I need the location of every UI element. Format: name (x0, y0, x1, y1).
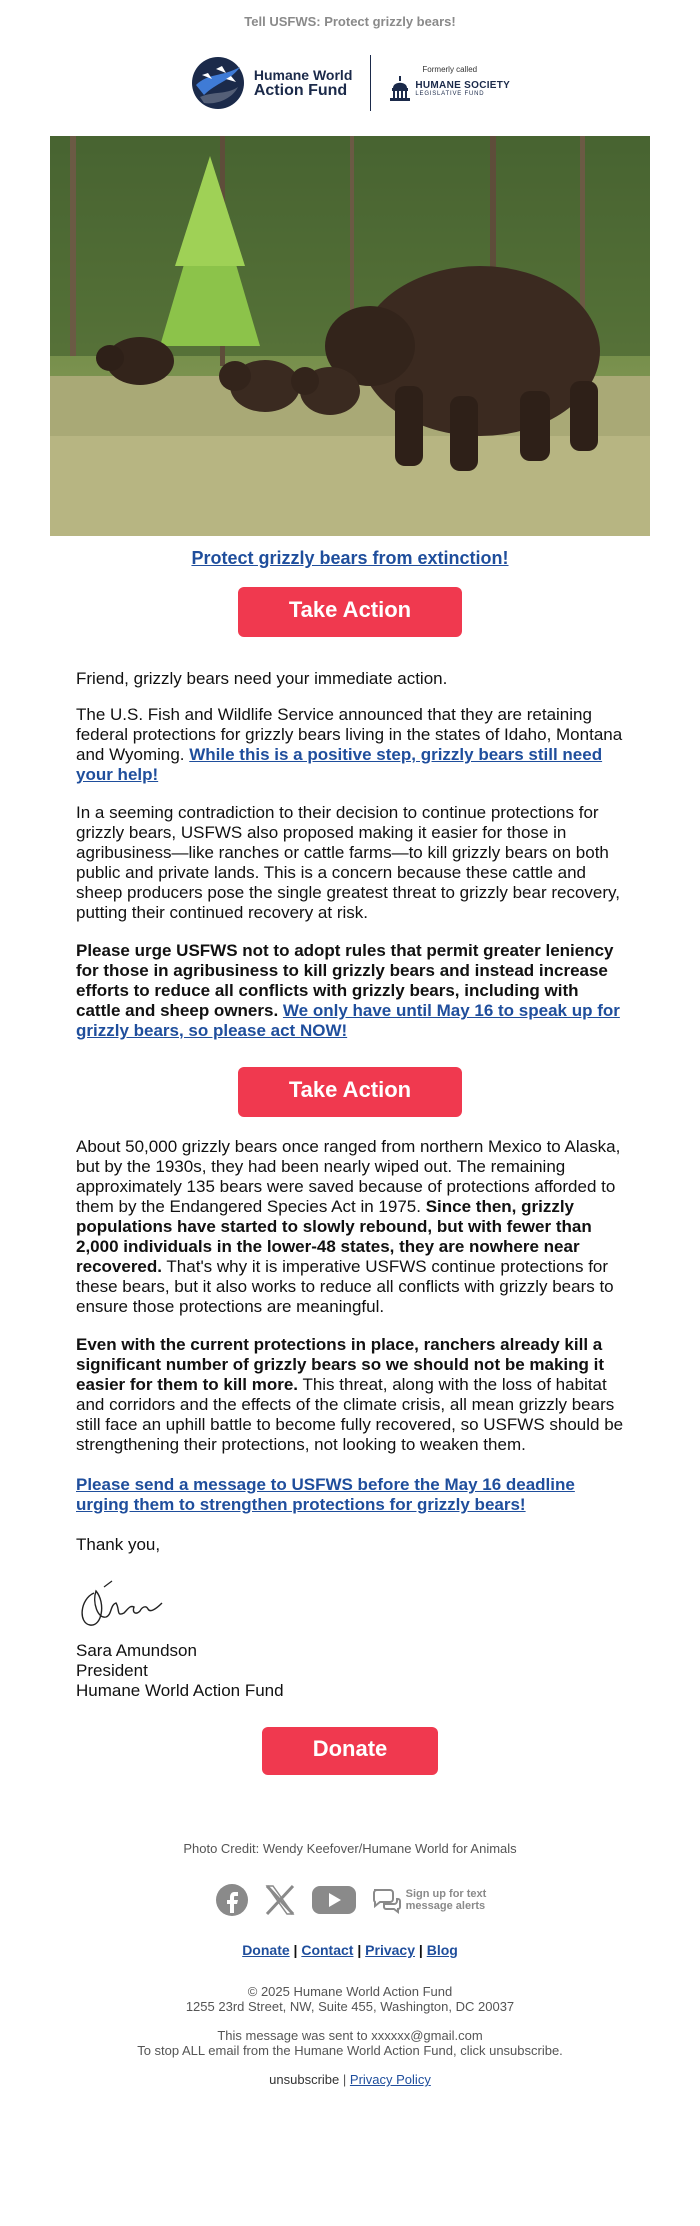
preheader: Tell USFWS: Protect grizzly bears! (244, 14, 456, 29)
email-body (0, 669, 700, 1041)
logo-divider (370, 55, 371, 111)
paragraph-6 (76, 1335, 624, 1455)
unsubscribe-link[interactable]: unsubscribe (269, 2072, 340, 2087)
former-name-sub: LEGISLATIVE FUND (415, 91, 485, 97)
footer-links (0, 1942, 700, 1958)
signer-name: Sara Amundson (76, 1641, 197, 1660)
p6-text: This threat, along with the loss of habitat and corridors and the effects of the climate crisis, all mean grizzly bears still face an uphill battle to become fully recovered, so USFWS should be strengthening their protections, not looking to weaken them. (76, 1375, 624, 1454)
footer-link-donate[interactable]: Donate (242, 1942, 290, 1958)
cta-row-2 (0, 1067, 700, 1117)
separator: | (418, 1942, 423, 1958)
org-name-line1: Humane World (253, 67, 353, 83)
paragraph-2 (76, 705, 624, 785)
paragraph-4 (76, 941, 624, 1041)
paragraph-7 (76, 1475, 624, 1515)
cta-row-1 (0, 587, 700, 637)
sent-to: This message was sent to xxxxxx@gmail.com (217, 2028, 483, 2043)
headline-link[interactable]: Protect grizzly bears from extinction! (191, 548, 509, 568)
p6-bold: Even with the current protections in place, ranchers already kill a significant number of grizzly bears so we should not be making it easier for them to kill more. (76, 1335, 605, 1394)
thanks-line: Thank you, (76, 1535, 161, 1554)
org-name (254, 67, 353, 99)
signature-scribble (76, 1573, 176, 1633)
paragraph-3: In a seeming contradiction to their decision to continue protections for grizzly bears, USFWS also proposed making it easier for those in agribusiness—like ranches or cattle farms—to kill grizzly bears on both public and private lands. This is a concern because these cattle and sheep producers pose the single greatest threat to grizzly bear recovery, putting their continued recovery at risk. (76, 803, 620, 922)
take-action-button-2[interactable]: Take Action (238, 1067, 462, 1117)
p5-bold: Since then, grizzly populations have started to slowly rebound, but with fewer than 2,000 individuals in the lower-48 states, they are nowhere near recovered. (76, 1197, 592, 1276)
p5-text-a: About 50,000 grizzly bears once ranged from northern Mexico to Alaska, but by the 1930s, they had been nearly wiped out. The remaining approximately 135 bears were saved because of protections afforded to them by the Endangered Species Act in 1975. (76, 1137, 621, 1216)
hero-image-grizzly-bears[interactable] (50, 136, 650, 536)
logo-bar (0, 52, 700, 114)
donate-button[interactable]: Donate (262, 1727, 438, 1775)
take-action-button-1[interactable]: Take Action (238, 587, 462, 637)
p5-text-b: That's why it is imperative USFWS continue protections for these bears, but it also works to reduce all conflicts with grizzly bears to ensure those protections are meaningful. (76, 1257, 614, 1316)
photo-credit: Photo Credit: Wendy Keefover/Humane World for Animals (183, 1841, 517, 1856)
unsubscribe-row (0, 2072, 700, 2087)
former-name: HUMANE SOCIETY (415, 80, 511, 91)
footer-link-blog[interactable]: Blog (426, 1942, 458, 1958)
sms-line1: Sign up for text (405, 1888, 487, 1900)
org-name-line2: Action Fund (253, 82, 348, 99)
stop-all-email: To stop ALL email from the Humane World Action Fund, click unsubscribe. (137, 2043, 563, 2058)
signer-org: Humane World Action Fund (76, 1681, 284, 1700)
copyright: © 2025 Humane World Action Fund (247, 1984, 453, 1999)
formerly-label: Formerly called (422, 64, 478, 74)
footer (0, 1841, 700, 2087)
donate-row (0, 1727, 700, 1775)
separator: | (357, 1942, 362, 1958)
x-icon[interactable] (262, 1882, 298, 1918)
chat-bubbles-icon (370, 1884, 402, 1916)
p4-bold: Please urge USFWS not to adopt rules that permit greater leniency for those in agribusiness to kill grizzly bears and instead increase efforts to reduce all conflicts with grizzly bears, including with cattle and sheep owners. (76, 941, 614, 1020)
former-name-logo (389, 65, 510, 102)
social-icons (0, 1882, 700, 1918)
capitol-icon (389, 76, 411, 102)
p4-link[interactable]: We only have until May 16 to speak up for grizzly bears, so please act NOW! (76, 1001, 620, 1040)
address: 1255 23rd Street, NW, Suite 455, Washington, DC 20037 (185, 1999, 515, 2014)
separator: | (342, 2072, 347, 2087)
humane-world-logo[interactable] (190, 55, 353, 111)
privacy-policy-link[interactable]: Privacy Policy (349, 2072, 431, 2087)
separator: | (293, 1942, 298, 1958)
sms-line2: message alerts (405, 1900, 486, 1912)
paragraph-greeting: Friend, grizzly bears need your immediate action. (76, 669, 448, 688)
globe-birds-icon (190, 55, 246, 111)
p7-link[interactable]: Please send a message to USFWS before the May 16 deadline urging them to strengthen protections for grizzly bears! (76, 1475, 575, 1514)
signer-title: President (76, 1661, 148, 1680)
p2-link[interactable]: While this is a positive step, grizzly bears still need your help! (76, 745, 603, 784)
footer-link-privacy[interactable]: Privacy (365, 1942, 415, 1958)
p2-text: The U.S. Fish and Wildlife Service announced that they are retaining federal protections for grizzly bears living in the states of Idaho, Montana and Wyoming. (76, 705, 623, 764)
email-body-2 (0, 1137, 700, 1701)
headline-link-row (0, 548, 700, 569)
youtube-icon[interactable] (310, 1882, 358, 1918)
paragraph-5 (76, 1137, 624, 1317)
sms-signup[interactable] (370, 1884, 487, 1916)
footer-link-contact[interactable]: Contact (301, 1942, 354, 1958)
signature-image (76, 1573, 624, 1633)
facebook-icon[interactable] (214, 1882, 250, 1918)
